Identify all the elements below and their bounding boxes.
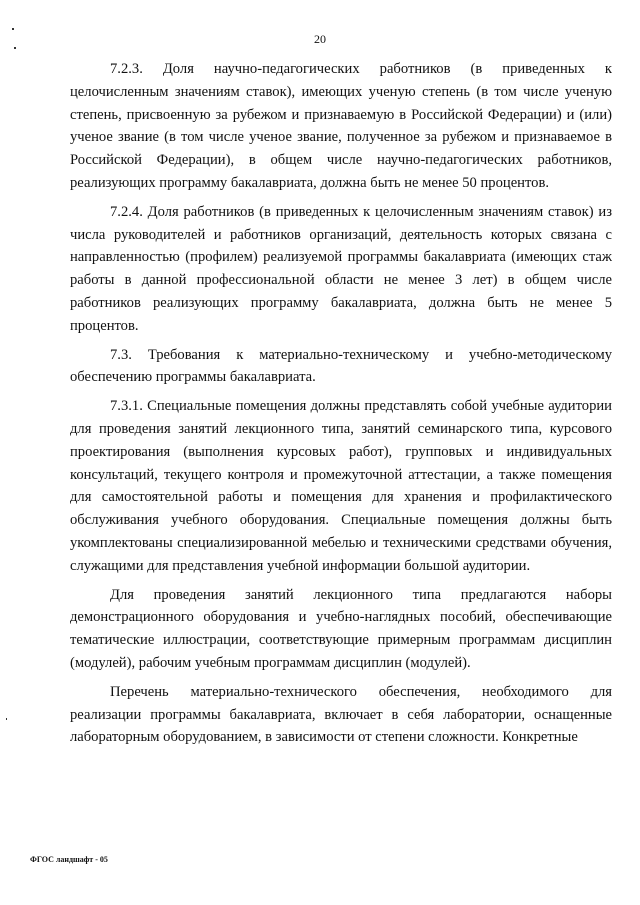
page-number: 20 (314, 32, 326, 46)
scan-mark (6, 718, 7, 720)
paragraph-equipment-list: Перечень материально-технического обеспечения, необходимого для реализации программы бакалавриата, включает в себя лаборатории, оснащенные лабораторным оборудованием, в зависимости от степени сложности. Конкретные (70, 683, 612, 746)
paragraph-lecture-equipment: Для проведения занятий лекционного типа предлагаются наборы демонстрационного оборудования и учебно-наглядных пособий, обеспечивающие тематические иллюстрации, соответствующие примерным программам дисциплин (модулей), рабочим учебным программам дисциплин (модулей). (70, 586, 612, 671)
scan-mark (12, 28, 14, 30)
footer-label: ФГОС ландшафт - 05 (30, 855, 108, 864)
paragraph-7-2-3: 7.2.3. Доля научно-педагогических работников (в приведенных к целочисленным значениям ставок), имеющих ученую степень (в том числе ученую степень, присвоенную за рубежом и признаваемую в Российской Федерации) и (или) ученое звание (в том числе ученое звание, полученное за рубежом и признаваемое в Российской Федерации), в общем числе научно-педагогических работников, реализующих программу бакалавриата, должна быть не менее 50 процентов. (70, 61, 612, 191)
page-body (70, 58, 612, 755)
paragraph-7-2-4: 7.2.4. Доля работников (в приведенных к целочисленным значениям ставок) из числа руководителей и работников организаций, деятельность которых связана с направленностью (профилем) реализуемой программы бакалавриата (имеющих стаж работы в данной профессиональной области не менее 3 лет) в общем числе работников реализующих программу бакалавриата, должна быть не менее 5 процентов. (70, 203, 612, 334)
paragraph-7-3-1: 7.3.1. Специальные помещения должны представлять собой учебные аудитории для проведения занятий лекционного типа, занятий семинарского типа, курсового проектирования (выполнения курсовых работ), групповых и индивидуальных консультаций, текущего контроля и промежуточной аттестации, а также помещения для самостоятельной работы и помещения для хранения и профилактического обслуживания учебного оборудования. Специальные помещения должны быть укомплектованы специализированной мебелью и техническими средствами обучения, служащими для представления учебной информации большой аудитории. (70, 398, 612, 574)
paragraph-7-3: 7.3. Требования к материально-техническому и учебно-методическому обеспечению программы бакалавриата. (70, 346, 612, 386)
scan-mark (14, 47, 16, 49)
